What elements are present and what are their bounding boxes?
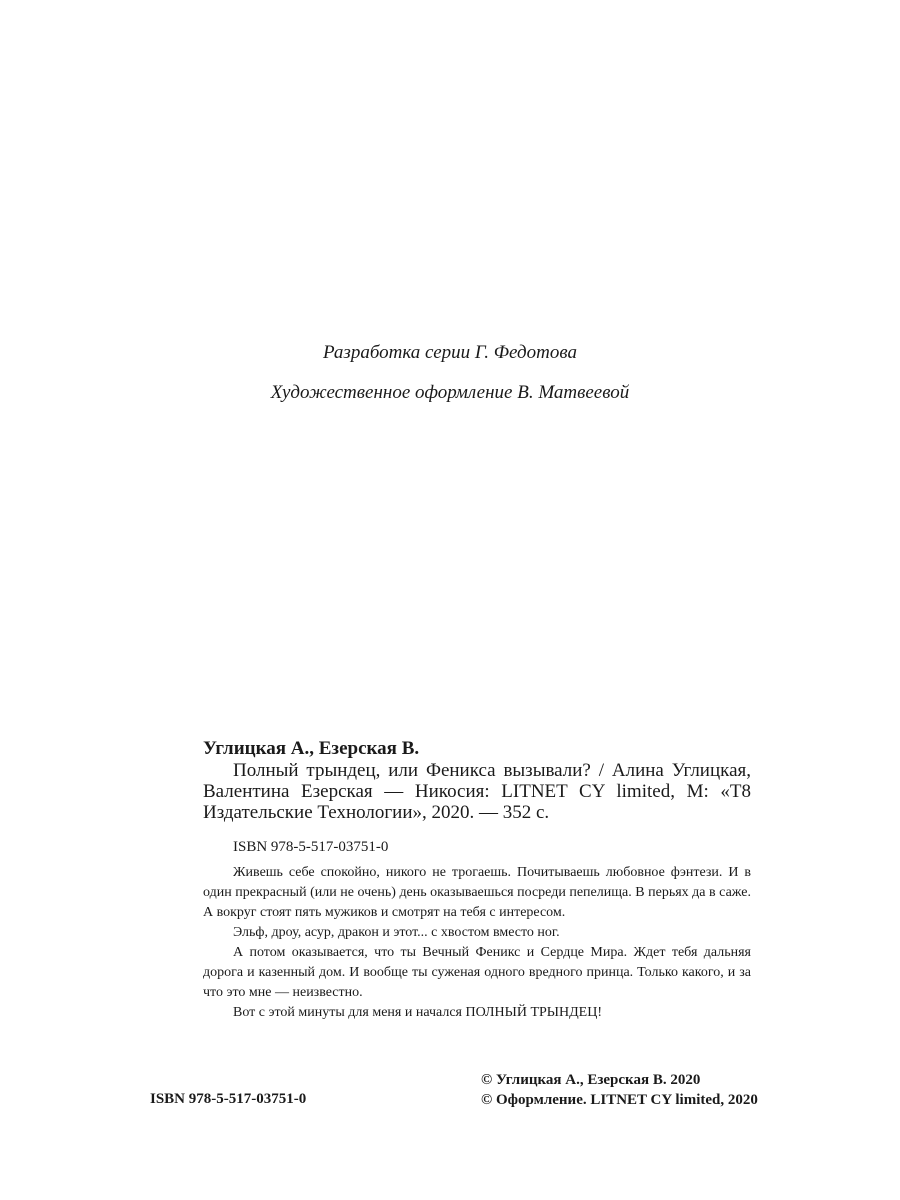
annotation-paragraph: Вот с этой минуты для меня и начался ПОЛНЫЙ ТРЫНДЕЦ! [233,1005,602,1020]
authors-heading: Углицкая А., Езерская В. [203,738,420,759]
footer-isbn: ISBN 978-5-517-03751-0 [150,1091,307,1107]
record-isbn: ISBN 978-5-517-03751-0 [233,839,389,855]
annotation-paragraph: Живешь себе спокойно, никого не трогаешь. Почитываешь любовное фэнтези. И в один прекрасный (или не очень) день оказываешься посреди пепелища. В перьях да в саже. А вокруг стоят пять мужиков и смотрят на тебя с интересом. [203,865,751,920]
annotation-paragraph: А потом оказывается, что ты Вечный Феникс и Сердце Мира. Ждет тебя дальняя дорога и казенный дом. И вообще ты суженая одного вредного принца. Только какого, и за что это мне — неизвестно. [203,945,751,1000]
copyright-design: © Оформление. LITNET CY limited, 2020 [481,1092,758,1108]
credits-block [0,343,900,423]
annotation [203,863,751,1023]
copyright-block [481,1070,758,1110]
bibliographic-description: Полный трындец, или Феникса вызывали? / Алина Углицкая, Валентина Езерская — Никосия: LITNET CY limited, М: «Т8 Издательские Технологии», 2020. — 352 с. [203,760,751,823]
series-design-credit: Разработка серии Г. Федотова [323,342,577,363]
catalog-record [203,738,751,856]
copyright-authors: © Углицкая А., Езерская В. 2020 [481,1072,701,1088]
annotation-paragraph: Эльф, дроу, асур, дракон и этот... с хвостом вместо ног. [233,925,560,940]
art-design-credit: Художественное оформление В. Матвеевой [270,382,630,403]
